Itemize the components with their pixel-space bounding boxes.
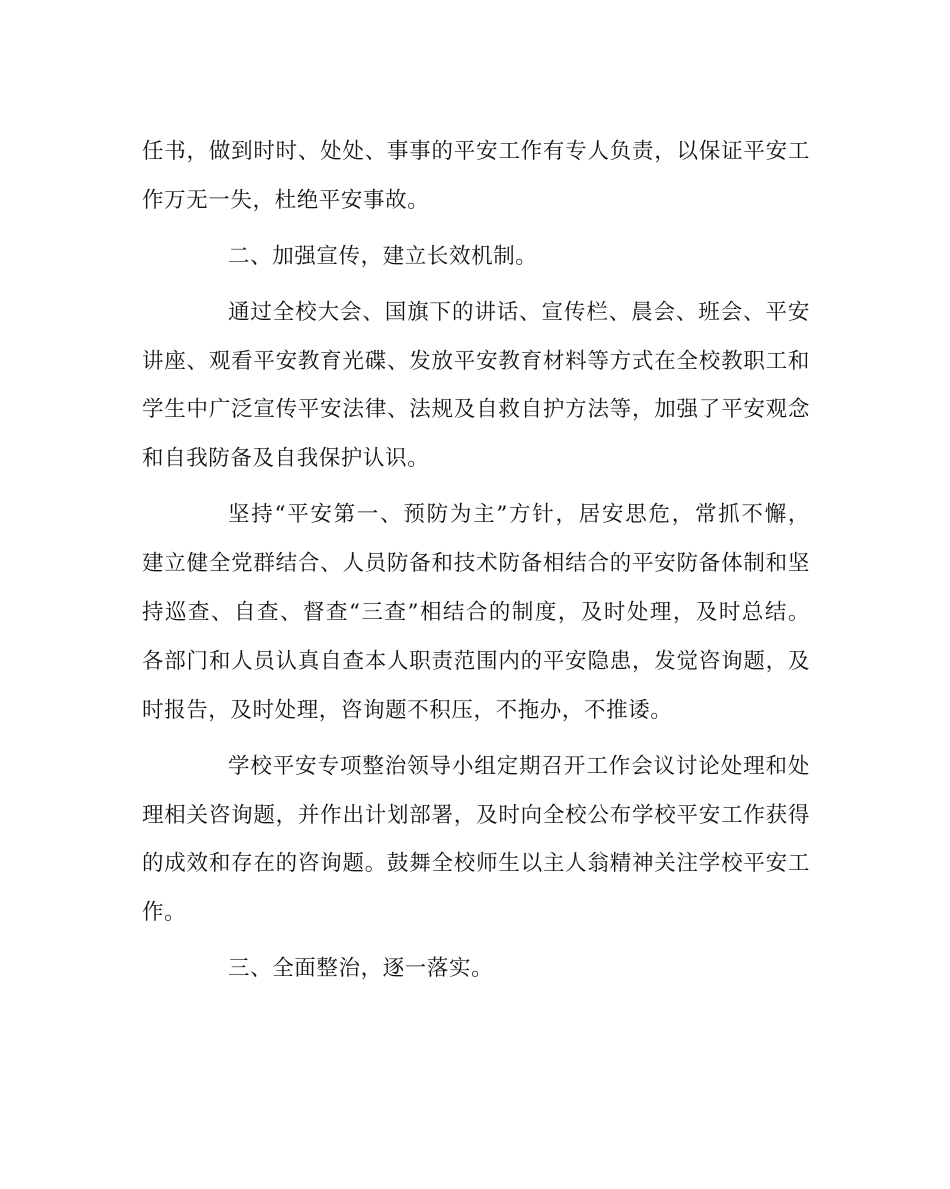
text-line: 时报告，及时处理，咨询题不积压，不拖办，不推诿。 (142, 697, 673, 723)
section-heading-3 (142, 945, 810, 994)
section-heading-2 (142, 233, 810, 282)
text-line: 通过全校大会、国旗下的讲话、宣传栏、晨会、班会、平安 (228, 299, 810, 325)
text-line: 学校平安专项整治领导小组定期召开工作会议讨论处理和处 (228, 753, 810, 779)
paragraph-leadership (142, 743, 810, 939)
text-line: 建立健全党群结合、人员防备和技术防备相结合的平安防备体制和坚 (142, 551, 810, 577)
heading-line: 三、全面整治，逐一落实。 (228, 956, 494, 982)
text-line: 任书，做到时时、处处、事事的平安工作有专人负责，以保证平安工 (142, 139, 810, 164)
paragraph-policy (142, 491, 810, 735)
paragraph-continuation (142, 128, 810, 226)
text-line: 坚持“平安第一、预防为主”方针，居安思危，常抓不懈， (228, 502, 810, 528)
text-line: 作万无一失，杜绝平安事故。 (142, 187, 430, 213)
document-body (142, 128, 810, 994)
text-line: 和自我防备及自我保护认识。 (142, 446, 430, 472)
text-line: 各部门和人员认真自查本人职责范围内的平安隐患，发觉咨询题，及 (142, 648, 810, 674)
text-line: 讲座、观看平安教育光碟、发放平安教育材料等方式在全校教职工和 (142, 348, 810, 374)
text-line: 作。 (142, 900, 187, 926)
heading-line: 二、加强宣传，建立长效机制。 (228, 243, 538, 269)
paragraph-publicity (142, 289, 810, 485)
text-line: 持巡查、自查、督查“三查”相结合的制度，及时处理，及时总结。 (142, 600, 810, 626)
text-line: 理相关咨询题，并作出计划部署，及时向全校公布学校平安工作获得 (142, 802, 810, 828)
text-line: 的成效和存在的咨询题。鼓舞全校师生以主人翁精神关注学校平安工 (142, 851, 810, 877)
text-line: 学生中广泛宣传平安法律、法规及自救自护方法等，加强了平安观念 (142, 397, 810, 423)
